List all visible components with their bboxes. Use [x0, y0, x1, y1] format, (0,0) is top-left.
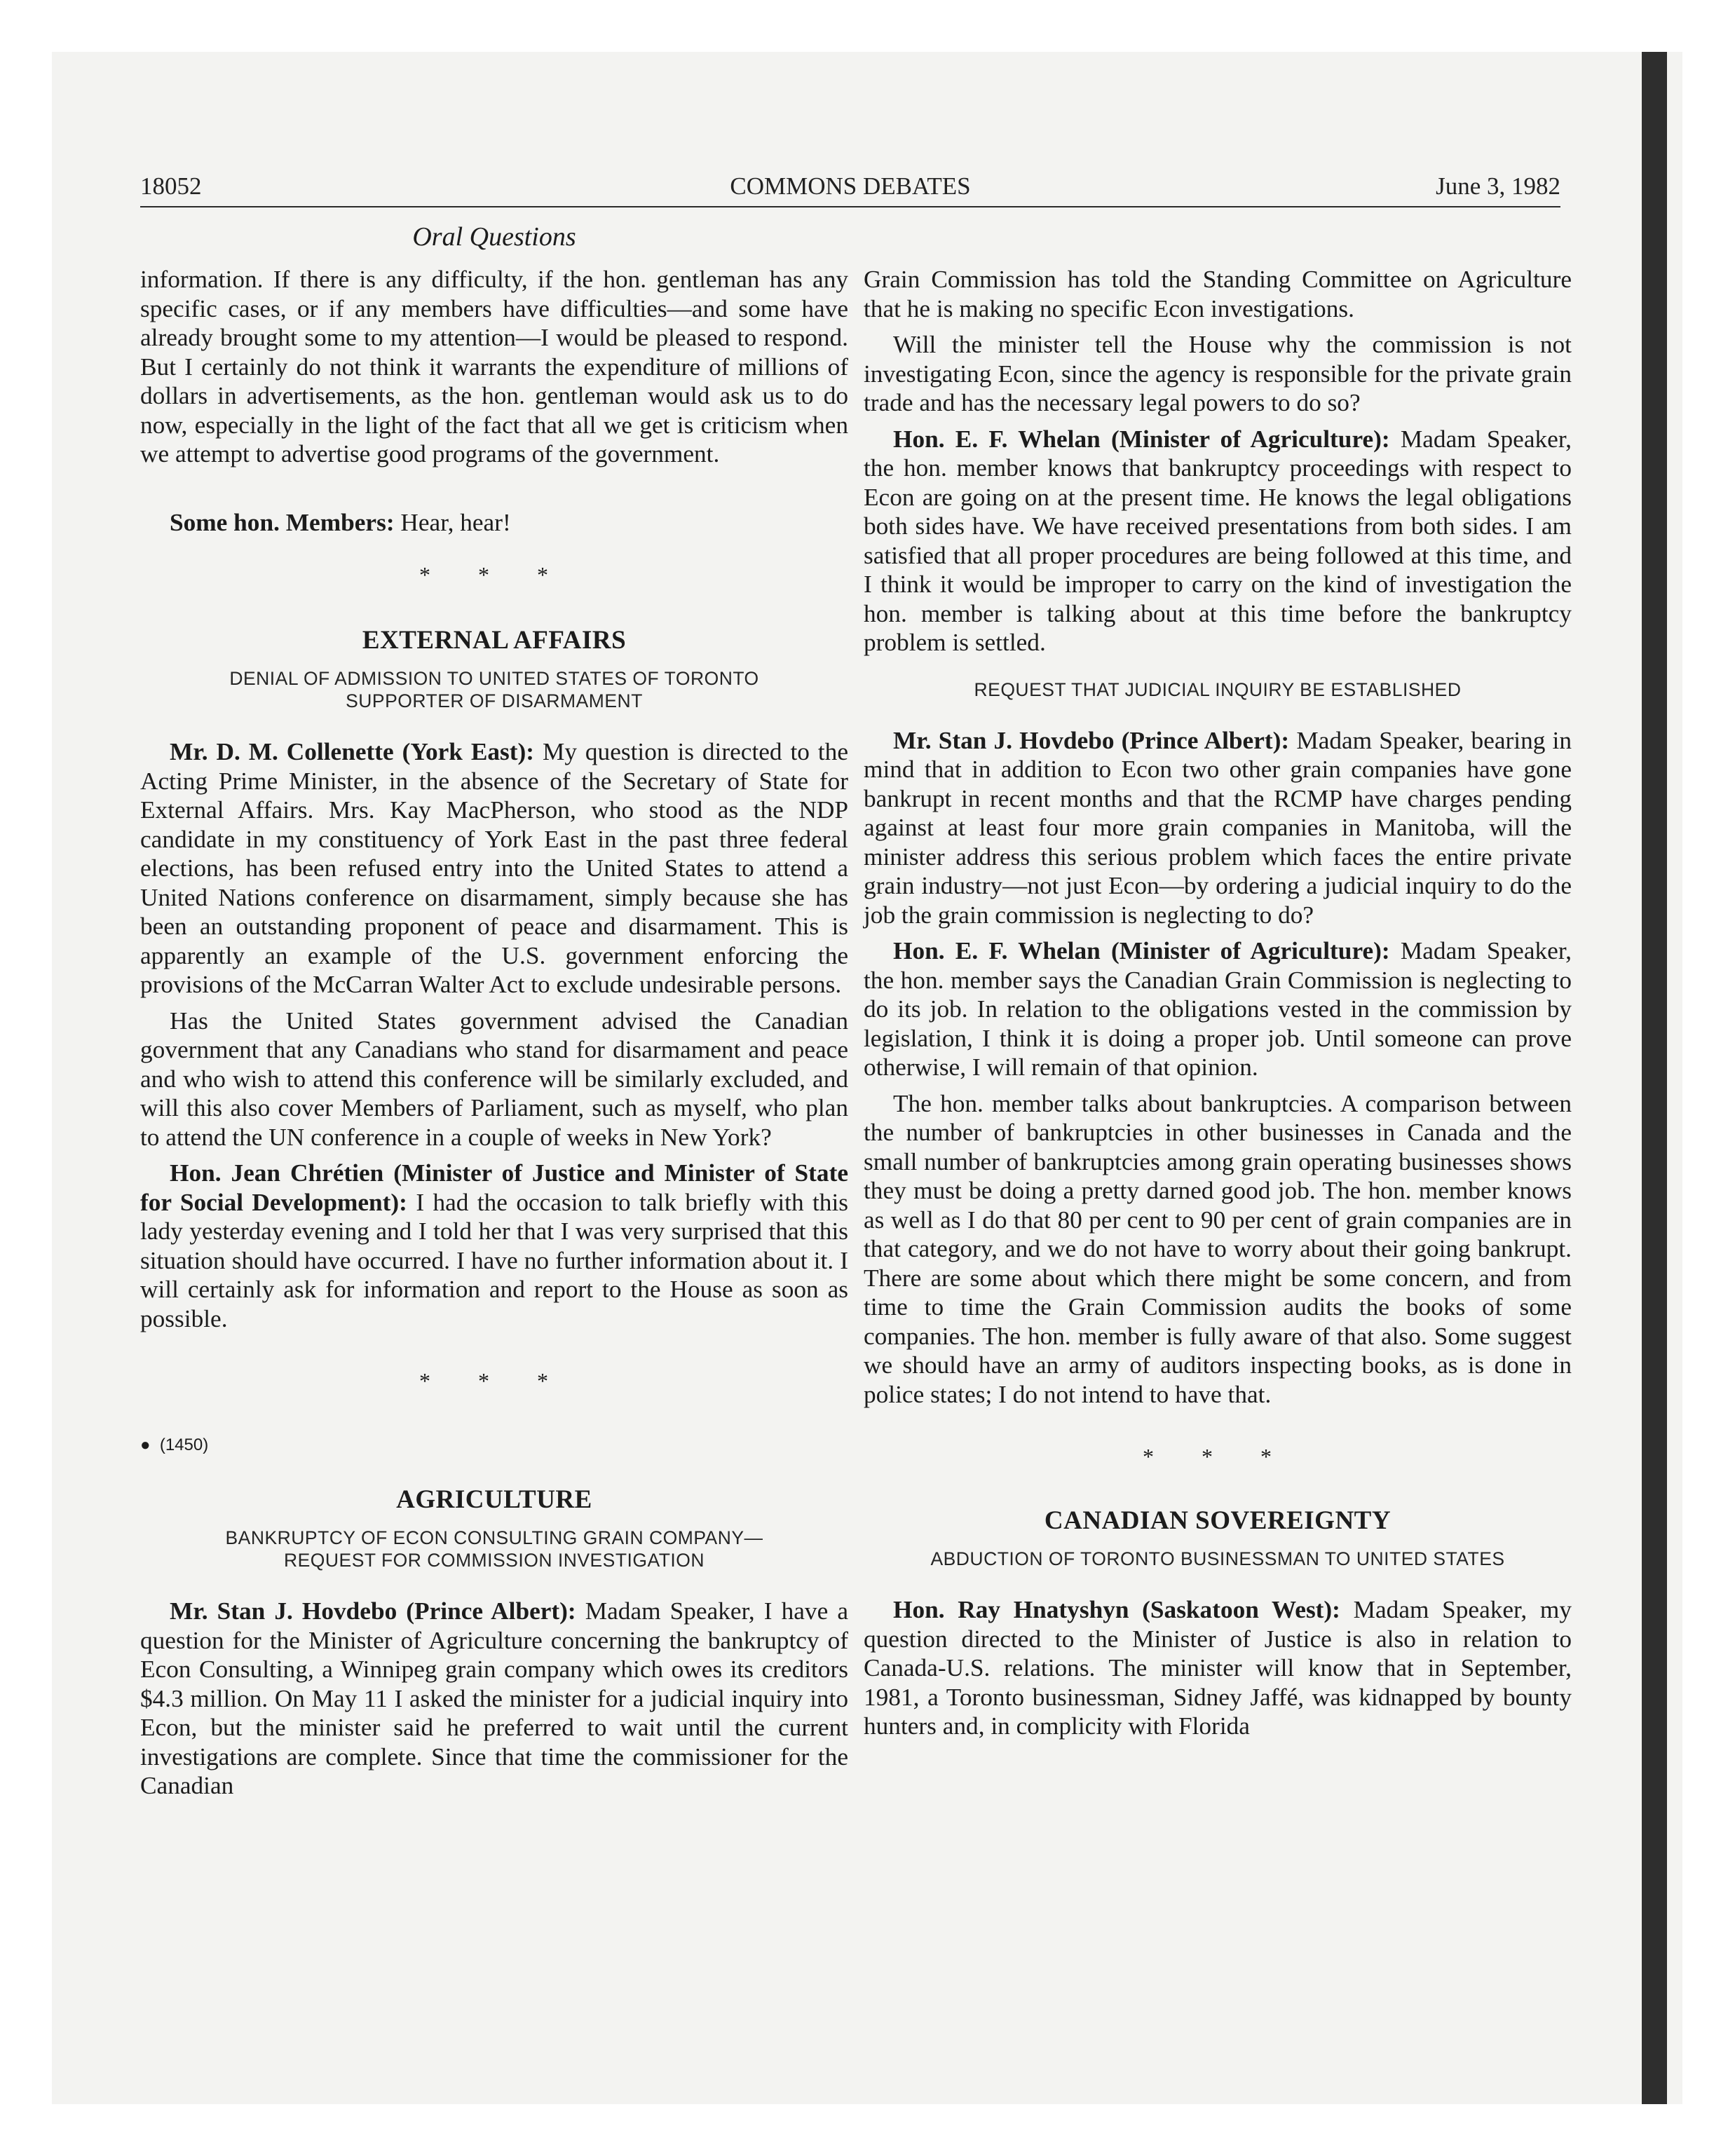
- scan-edge-shadow: [1642, 52, 1667, 2104]
- speaker-name: Hon. Ray Hnatyshyn (Saskatoon West):: [893, 1596, 1340, 1623]
- running-head: Oral Questions: [412, 222, 576, 252]
- speech: [140, 1597, 848, 1801]
- speaker-name: Mr. D. M. Collenette (York East):: [170, 738, 535, 765]
- speech-text: Madam Speaker, my question directed to the Minister of Justice is also in relation to Canada-U.S. relations. The minister will know that in September, 1981, a Toronto businessman, Sidney Jaffé, was kidnapped by bounty hunters and, in complicity with Florida: [864, 1596, 1572, 1740]
- time-marker-text: (1450): [159, 1435, 209, 1454]
- header-rule: [140, 206, 1560, 207]
- speech: [140, 737, 848, 999]
- speech-text: Madam Speaker, the hon. member knows that bankruptcy proceedings with respect to Econ are going on at the present time. He knows the legal obligations both sides have. We have received presentations from both sides. I am satisfied that all proper procedures are being followed at this time, and I think it would be improper to carry on the kind of investigation the hon. member is talking about at this time before the bankruptcy problem is settled.: [864, 425, 1572, 656]
- publication-title: COMMONS DEBATES: [730, 172, 971, 200]
- speaker-name: Some hon. Members:: [170, 508, 395, 536]
- subheading-line: SUPPORTER OF DISARMAMENT: [346, 690, 643, 711]
- speech: [140, 508, 848, 538]
- page-number: 18052: [140, 172, 202, 200]
- page-date: June 3, 1982: [1436, 172, 1560, 200]
- speaker-name: Mr. Stan J. Hovdebo (Prince Albert):: [893, 726, 1290, 754]
- bullet-icon: ●: [140, 1435, 151, 1454]
- speech-text: Hear, hear!: [394, 508, 511, 536]
- subheading: [140, 667, 848, 712]
- speech: [864, 936, 1572, 1082]
- time-marker: [140, 1434, 848, 1456]
- paragraph: information. If there is any difficulty, if the hon. gentleman has any specific cases, or if any members have difficulties—and some have already brought some to my attention—I would be pleased to respond. But I certainly do not think it warrants the expenditure of millions of dollars in advertisements, as the hon. gentleman would ask us to do now, especially in the light of the fact that all we get is criticism when we attempt to advertise good programs of the government.: [140, 266, 848, 468]
- left-column: [140, 265, 848, 1801]
- paragraph: Has the United States government advised the Canadian government that any Canadians who stand for disarmament and peace and who wish to attend this conference will be similarly excluded, and will this also cover Members of Parliament, such as myself, who plan to attend the UN conference in a couple of weeks in New York?: [140, 1007, 848, 1151]
- speech-text: Madam Speaker, bearing in mind that in addition to Econ two other grain companies have gone bankrupt in recent months and that the RCMP have charges pending against at least four more grain companies in Manitoba, will the minister address this serious problem which faces the entire private grain industry—not just Econ—by ordering a judicial inquiry to do the job the grain commission is neglecting to do?: [864, 726, 1572, 929]
- section-separator: * * *: [1143, 1444, 1293, 1469]
- speech: [864, 1595, 1572, 1741]
- speaker-name: Hon. E. F. Whelan (Minister of Agriculture):: [893, 425, 1390, 453]
- speech-text: My question is directed to the Acting Prime Minister, in the absence of the Secretary of State for External Affairs. Mrs. Kay MacPherson, who stood as the NDP candidate in my constituency of York East in the past three federal elections, has been refused entry into the United States to attend a United Nations conference on disarmament, simply because she has been an outstanding proponent of peace and disarmament. This is apparently an example of the U.S. government enforcing the provisions of the McCarran Walter Act to exclude undesirable persons.: [140, 738, 849, 998]
- speech-text: I had the occasion to talk briefly with this lady yesterday evening and I told her that I was very surprised that this situation should have occurred. I have no further information about it. I will certainly ask for information and report to the House as soon as possible.: [140, 1188, 848, 1332]
- section-heading: EXTERNAL AFFAIRS: [362, 626, 627, 655]
- right-column: [864, 265, 1572, 1741]
- speaker-name: Hon. E. F. Whelan (Minister of Agriculture):: [893, 937, 1390, 964]
- paragraph: The hon. member talks about bankruptcies. A comparison between the number of bankruptcies in other businesses in Canada and the small number of bankruptcies among grain operating businesses shows they must be doing a pretty darned good job. The hon. member knows as well as I do that 80 per cent to 90 per cent of grain companies are in that category, and we do not have to worry about their going bankrupt. There are some about which there might be some concern, and from time to time the Grain Commission audits the books of some companies. The hon. member is fully aware of that also. Some suggest we should have an army of auditors inspecting books, as is done in police states; I do not intend to have that.: [864, 1089, 1572, 1408]
- section-heading: CANADIAN SOVEREIGNTY: [1044, 1506, 1392, 1535]
- speech: [864, 425, 1572, 657]
- speaker-name: Hon. Jean Chrétien (Minister of Justice and Minister of State for Social Development):: [140, 1159, 848, 1216]
- speech-text: Madam Speaker, I have a question for the Minister of Agriculture concerning the bankruptcy of Econ Consulting, a Winnipeg grain company which owes its creditors $4.3 million. On May 11 I asked the minister for a judicial inquiry into Econ, but the minister said he preferred to wait until the current investigations are complete. Since that time the commissioner for the Canadian: [140, 1597, 848, 1799]
- section-separator: * * *: [419, 562, 569, 587]
- speaker-name: Mr. Stan J. Hovdebo (Prince Albert):: [170, 1597, 576, 1625]
- section-heading: AGRICULTURE: [396, 1485, 592, 1514]
- paragraph: Grain Commission has told the Standing Committee on Agriculture that he is making no specific Econ investigations.: [864, 266, 1572, 322]
- speech: [864, 726, 1572, 930]
- section-separator: * * *: [419, 1368, 569, 1393]
- speech: [140, 1159, 848, 1333]
- paragraph: Will the minister tell the House why the commission is not investigating Econ, since the agency is responsible for the private grain trade and has the necessary legal powers to do so?: [864, 331, 1572, 416]
- subheading: [140, 1527, 848, 1571]
- subheading-line: DENIAL OF ADMISSION TO UNITED STATES OF TORONTO: [229, 668, 759, 689]
- subheading-line: BANKRUPTCY OF ECON CONSULTING GRAIN COMPANY—: [225, 1527, 763, 1548]
- subheading-line: REQUEST FOR COMMISSION INVESTIGATION: [283, 1550, 705, 1571]
- subheading: ABDUCTION OF TORONTO BUSINESSMAN TO UNITED STATES: [930, 1548, 1505, 1569]
- speech-text: Madam Speaker, the hon. member says the Canadian Grain Commission is neglecting to do its job. In relation to the obligations vested in the commission by legislation, I think it is doing a proper job. Until someone can prove otherwise, I will remain of that opinion.: [864, 937, 1572, 1081]
- subheading: REQUEST THAT JUDICIAL INQUIRY BE ESTABLISHED: [974, 678, 1462, 700]
